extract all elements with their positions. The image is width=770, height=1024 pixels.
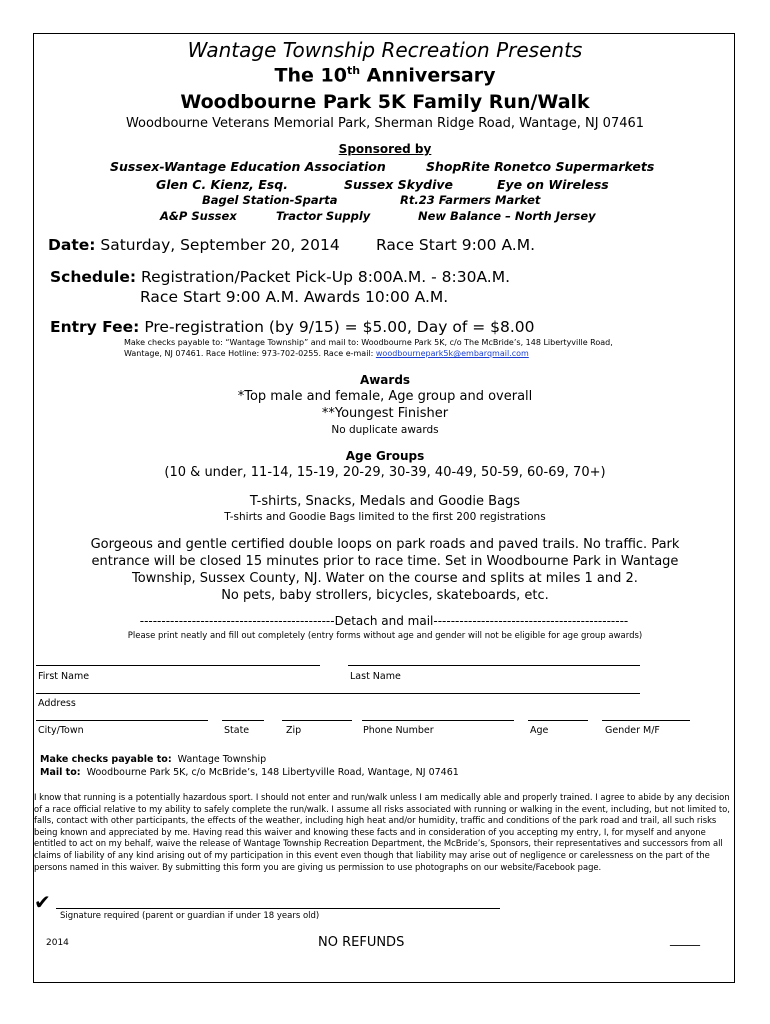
fee-note-2: Wantage, NJ 07461. Race Hotline: 973-702-0255. Race e-mail: woodbournepark5k@embarqmail.com — [124, 349, 529, 358]
state-line[interactable] — [222, 720, 264, 721]
date-line: Date: Saturday, September 20, 2014 — [48, 236, 340, 254]
signature-label: Signature required (parent or guardian if under 18 years old) — [60, 911, 320, 921]
awards-heading: Awards — [359, 373, 411, 387]
payable-line: Make checks payable to: Wantage Township — [40, 754, 267, 765]
sponsor: Glen C. Kienz, Esq. — [156, 177, 288, 192]
address-line[interactable] — [36, 693, 640, 694]
gender-line[interactable] — [602, 720, 690, 721]
signature-line[interactable] — [56, 908, 500, 909]
sponsor: A&P Sussex — [160, 209, 237, 223]
course-text: entrance will be closed 15 minutes prior to race time. Set in Woodbourne Park in Wantage — [91, 554, 679, 569]
awards-line: **Youngest Finisher — [321, 406, 449, 421]
last-name-line[interactable] — [348, 665, 640, 666]
presents-title: Wantage Township Recreation Presents — [187, 38, 583, 62]
mail-line: Mail to: Woodbourne Park 5K, c/o McBride’s, 148 Libertyville Road, Wantage, NJ 07461 — [40, 767, 459, 778]
sponsors-heading: Sponsored by — [338, 142, 432, 156]
sponsor: Eye on Wireless — [497, 177, 609, 192]
zip-label: Zip — [286, 725, 302, 736]
last-name-label: Last Name — [350, 671, 401, 682]
address-label: Address — [38, 698, 76, 709]
form-instructions: Please print neatly and fill out completely (entry forms without age and gender will not be eligible for age group awards) — [127, 631, 643, 641]
entry-fee: Entry Fee: Pre-registration (by 9/15) = $5.00, Day of = $8.00 — [50, 318, 535, 336]
age-groups-heading: Age Groups — [345, 449, 425, 463]
schedule-line-2: Race Start 9:00 A.M. Awards 10:00 A.M. — [140, 288, 449, 306]
checkmark-icon: ✔ — [34, 890, 51, 914]
age-groups-list: (10 & under, 11-14, 15-19, 20-29, 30-39, 40-49, 50-59, 60-69, 70+) — [164, 465, 606, 480]
schedule-line-1: Schedule: Registration/Packet Pick-Up 8:00A.M. - 8:30A.M. — [50, 268, 511, 286]
city-line[interactable] — [36, 720, 208, 721]
phone-line[interactable] — [362, 720, 514, 721]
age-label: Age — [530, 725, 549, 736]
footer-year: 2014 — [46, 938, 69, 948]
no-refunds: NO REFUNDS — [318, 935, 405, 950]
detach-line: ---------------------------------------------Detach and mail--------------------------------------------- — [139, 614, 629, 628]
extras-line: T-shirts, Snacks, Medals and Goodie Bags — [249, 494, 521, 509]
email-link[interactable]: woodbournepark5k@embarqmail.com — [375, 349, 529, 358]
course-text: Township, Sussex County, NJ. Water on the course and splits at miles 1 and 2. — [132, 571, 638, 586]
course-text: No pets, baby strollers, bicycles, skateboards, etc. — [221, 588, 549, 603]
event-title: Woodbourne Park 5K Family Run/Walk — [180, 91, 590, 113]
waiver-text: I know that running is a potentially hazardous sport. I should not enter and run/walk unless I am medically able and properly trained. I agree to abide by any decision of a race official relative to my ability to safely complete the run/walk. I assume all risks associated with running or walking in the event, including, but not limited to, falls, contact with other participants, the effects of the weather, including high heat and/or humidity, traffic and conditions of the park road and trail, all such risks being known and appreciated by me. Having read this waiver and knowing these facts and in consideration of you accepting my entry, I, for myself and anyone entitled to act on my behalf, waive the release of Wantage Township Recreation Department, the McBride’s, Sponsors, their representatives and successors from all claims of liability of any kind arising out of my participation in this event even though that liability may arise out of negligence or carelessness on the part of the persons named in this waiver. By submitting this form you are giving us permission to use photographs on our website/Facebook page. — [34, 792, 730, 872]
state-label: State — [224, 725, 250, 736]
race-start: Race Start 9:00 A.M. — [376, 236, 535, 254]
sponsor: Rt.23 Farmers Market — [400, 193, 541, 207]
fee-note-1: Make checks payable to: “Wantage Township” and mail to: Woodbourne Park 5K, c/o The McBride’s, 148 Libertyville Road, — [124, 338, 613, 347]
sponsor: Bagel Station-Sparta — [202, 193, 338, 207]
sponsor: Sussex-Wantage Education Association — [110, 159, 386, 174]
age-line[interactable] — [528, 720, 588, 721]
extras-note: T-shirts and Goodie Bags limited to the first 200 registrations — [224, 511, 546, 523]
anniversary-title: The 10th Anniversary — [274, 64, 496, 87]
sponsor: Tractor Supply — [276, 209, 371, 223]
zip-line[interactable] — [282, 720, 352, 721]
phone-label: Phone Number — [363, 725, 434, 736]
location: Woodbourne Veterans Memorial Park, Sherman Ridge Road, Wantage, NJ 07461 — [125, 116, 645, 131]
office-blank: _____ — [670, 932, 700, 946]
first-name-label: First Name — [38, 671, 90, 682]
awards-line: *Top male and female, Age group and overall — [237, 389, 533, 404]
city-label: City/Town — [38, 725, 84, 736]
first-name-line[interactable] — [36, 665, 320, 666]
sponsor: New Balance – North Jersey — [418, 209, 596, 223]
sponsor: ShopRite Ronetco Supermarkets — [426, 159, 655, 174]
sponsor: Sussex Skydive — [344, 177, 453, 192]
course-text: Gorgeous and gentle certified double loops on park roads and paved trails. No traffic. Park — [90, 537, 680, 552]
gender-label: Gender M/F — [605, 725, 660, 736]
awards-note: No duplicate awards — [331, 424, 439, 436]
